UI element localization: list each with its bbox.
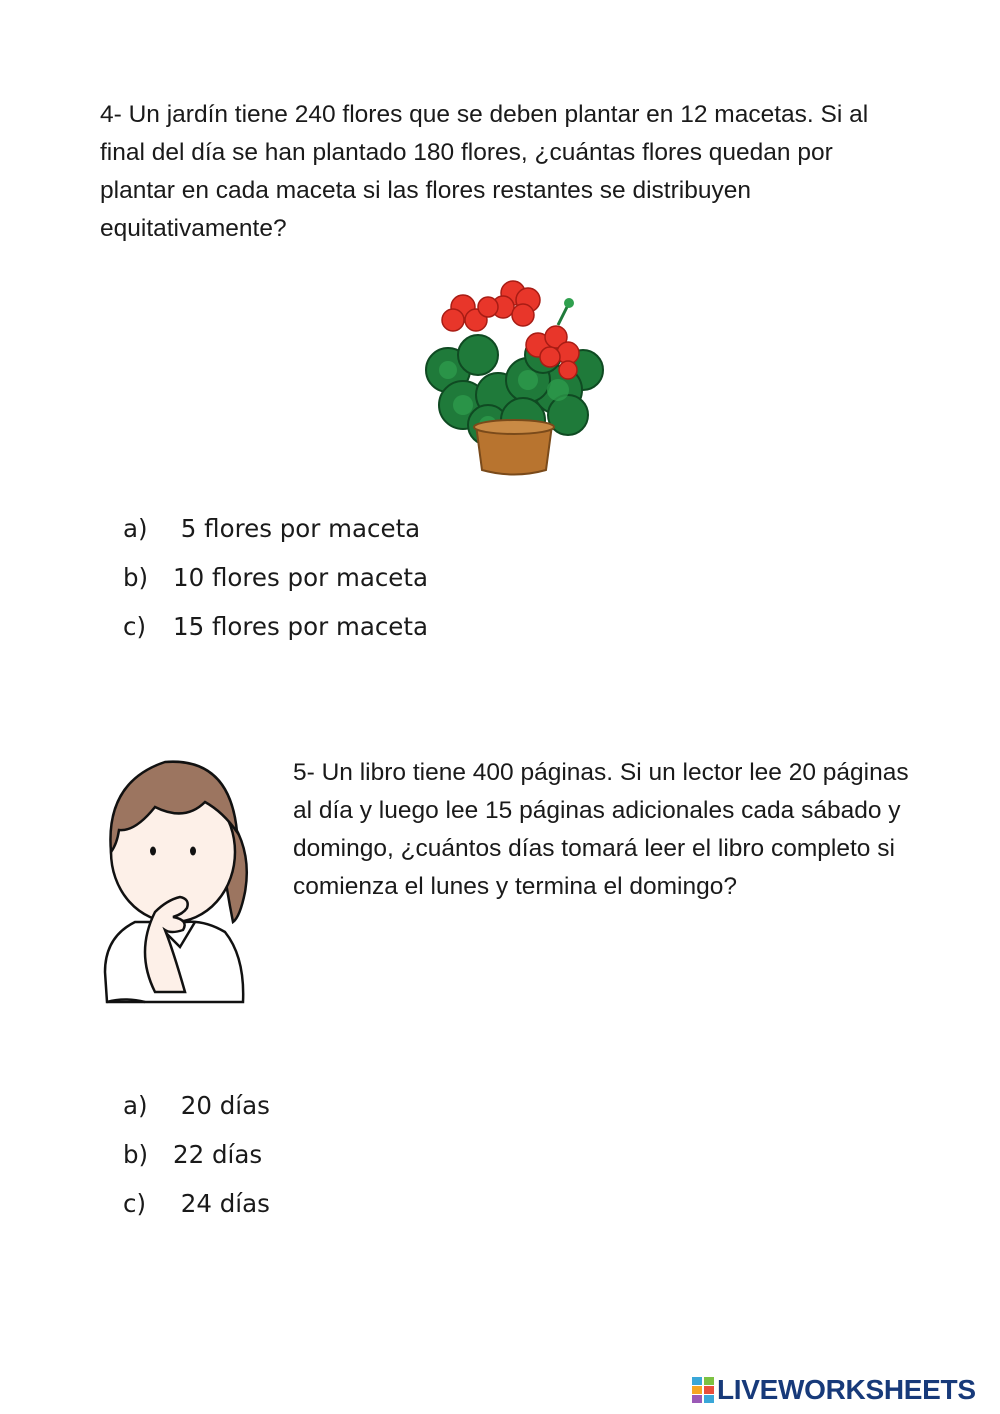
option-letter: a)	[123, 1091, 148, 1120]
option-text: 22 días	[173, 1140, 263, 1169]
question-5-options	[123, 1087, 270, 1234]
option-letter: b)	[123, 563, 149, 592]
liveworksheets-logo-icon	[692, 1377, 714, 1403]
option-text: 15 flores por maceta	[173, 612, 428, 641]
option-text: 20 días	[173, 1091, 270, 1120]
question-4-options	[123, 510, 428, 657]
option-letter: a)	[123, 514, 148, 543]
question-4-text: 4- Un jardín tiene 240 flores que se deben plantar en 12 macetas. Si al final del día se han plantado 180 flores, ¿cuántas flores quedan por plantar en cada maceta si las flores restantes se distribuyen equitativamente?	[100, 101, 869, 242]
option-c[interactable]	[123, 608, 428, 657]
option-c[interactable]	[123, 1185, 270, 1234]
liveworksheets-branding[interactable]	[692, 1372, 976, 1408]
option-a[interactable]	[123, 1087, 270, 1136]
option-letter: b)	[123, 1140, 149, 1169]
option-b[interactable]	[123, 1136, 270, 1185]
option-text: 5 flores por maceta	[173, 514, 421, 543]
option-text: 24 días	[173, 1189, 270, 1218]
option-letter: c)	[123, 612, 147, 641]
option-letter: c)	[123, 1189, 147, 1218]
flower-pot-illustration	[418, 275, 610, 480]
question-5-text: 5- Un libro tiene 400 páginas. Si un lector lee 20 páginas al día y luego lee 15 páginas adicionales cada sábado y domingo, ¿cuántos días tomará leer el libro completo si comienza el lunes y termina el domingo?	[293, 759, 909, 900]
option-text: 10 flores por maceta	[173, 563, 428, 592]
option-a[interactable]	[123, 510, 428, 559]
thinking-girl-illustration	[95, 752, 250, 1014]
option-b[interactable]	[123, 559, 428, 608]
brand-wordmark: LIVEWORKSHEETS	[717, 1374, 976, 1405]
